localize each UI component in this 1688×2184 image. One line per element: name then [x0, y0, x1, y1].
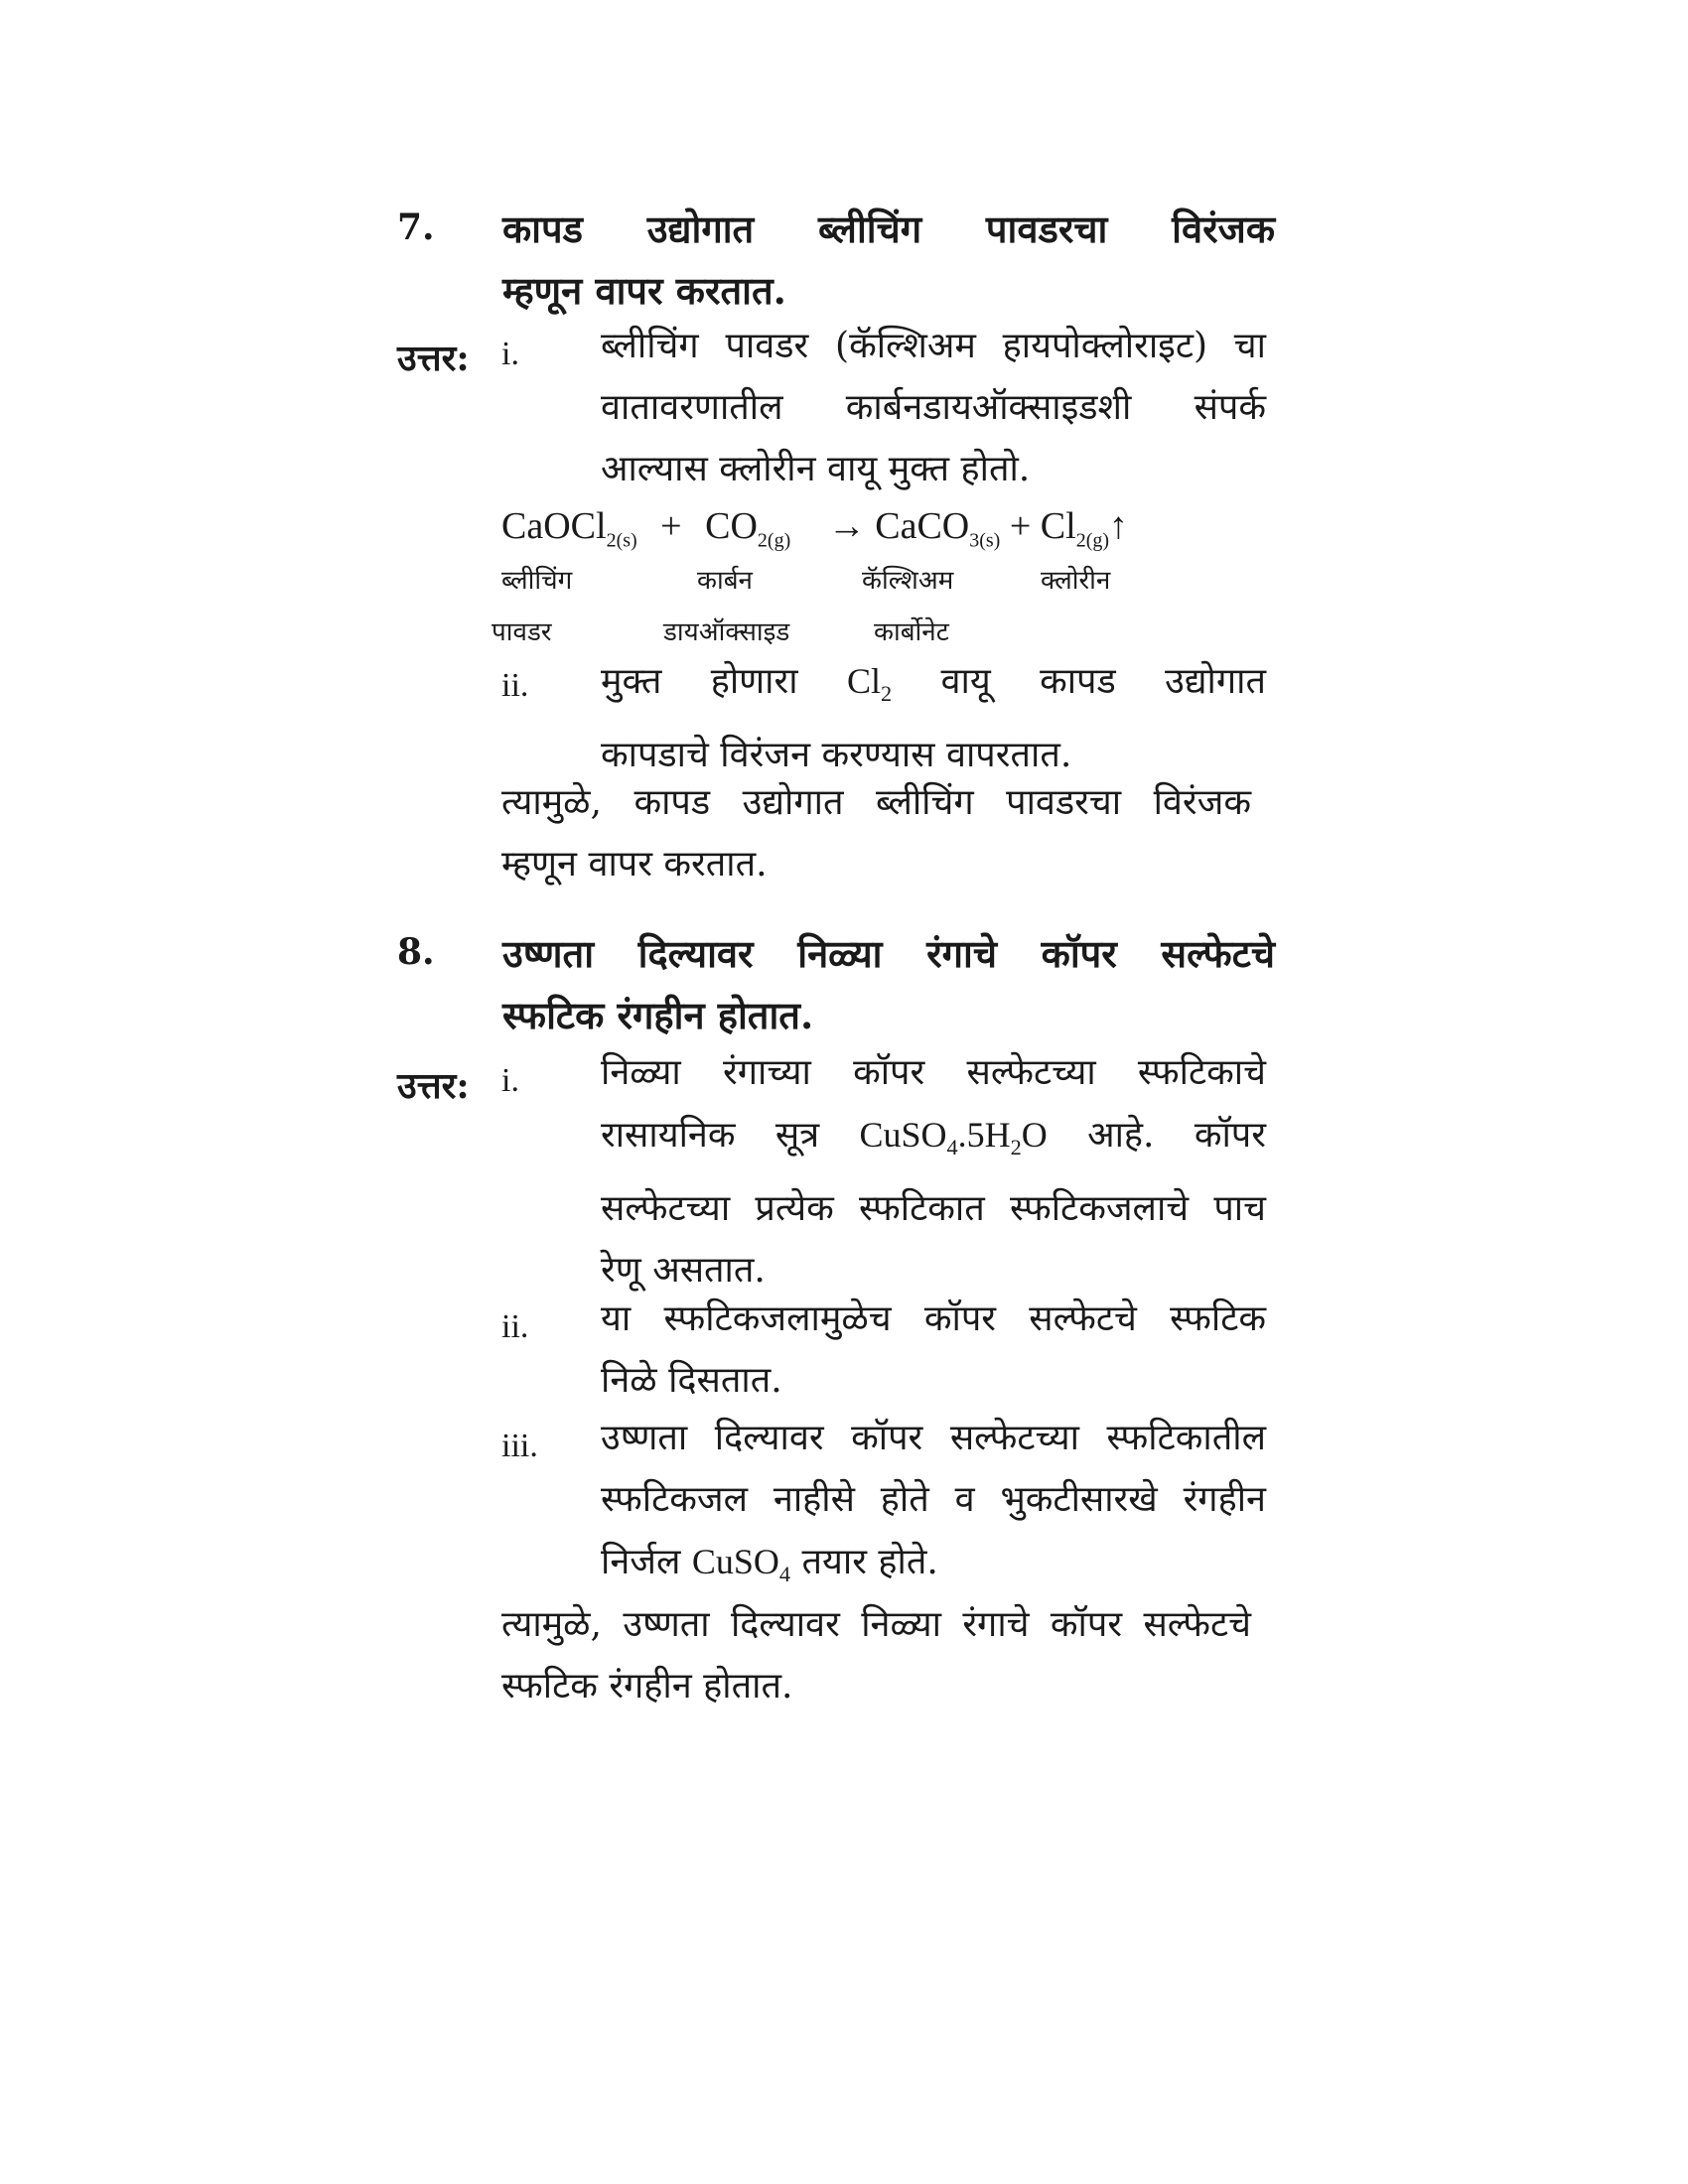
equation-label: पावडर — [492, 617, 552, 647]
conclusion-line: त्यामुळे, उष्णता दिल्यावर निळ्या रंगाचे कॉपर सल्फेटचे — [501, 1604, 1251, 1645]
answer-point — [601, 316, 1266, 500]
point-line: ब्लीचिंग पावडर (कॅल्शिअम हायपोक्लोराइट) चा — [601, 326, 1266, 366]
formula-subscript: 2(g) — [1075, 529, 1110, 552]
answer-point — [601, 1042, 1266, 1301]
equation-label: कार्बन — [697, 566, 753, 596]
point-line: स्फटिकजल नाहीसे होते व भुकटीसारखे रंगहीन — [601, 1479, 1266, 1520]
point-number: i. — [501, 1062, 519, 1099]
equation-label: ब्लीचिंग — [501, 566, 573, 596]
point-line: रेणू असतात. — [601, 1250, 766, 1292]
point-line: निळ्या रंगाच्या कॉपर सल्फेटच्या स्फटिकाचे — [601, 1052, 1266, 1093]
plus-sign: + — [1009, 505, 1032, 547]
point-line: वातावरणातील कार्बनडायऑक्साइडशी संपर्क — [601, 387, 1266, 428]
question-text — [502, 199, 1275, 322]
point-line: या स्फटिकजलामुळेच कॉपर सल्फेटचे स्फटिक — [601, 1298, 1266, 1339]
conclusion-line: म्हणून वापर करतात. — [501, 844, 768, 885]
plus-sign: + — [660, 505, 682, 547]
point-line: निळे दिसतात. — [601, 1360, 782, 1401]
formula-subscript: 2(g) — [757, 529, 791, 552]
point-line: उष्णता दिल्यावर कॉपर सल्फेटच्या स्फटिकातील — [601, 1418, 1266, 1458]
conclusion-line: त्यामुळे, कापड उद्योगात ब्लीचिंग पावडरचा विरंजक — [501, 782, 1251, 823]
equation-label: डायऑक्साइड — [663, 617, 790, 647]
equation-label: कार्बोनेट — [874, 617, 949, 647]
formula-subscript: 2(s) — [606, 529, 637, 552]
answer-conclusion — [501, 772, 1251, 895]
point-line: आल्यास क्लोरीन वायू मुक्त होतो. — [601, 449, 1031, 489]
question-text — [502, 923, 1275, 1046]
equation-label: कॅल्शिअम — [862, 566, 954, 596]
point-line: निर्जल CuSO$_4$ तयार होते. — [601, 1542, 938, 1587]
question-number: 8. — [397, 931, 435, 973]
point-number: iii. — [501, 1428, 538, 1464]
point-number: ii. — [501, 667, 529, 704]
formula: CaOCl — [501, 505, 607, 547]
answer-point — [601, 1289, 1266, 1412]
conclusion-line: स्फटिक रंगहीन होतात. — [501, 1666, 793, 1706]
question-line: कापड उद्योगात ब्लीचिंग पावडरचा विरंजक — [502, 206, 1275, 251]
formula: CO — [705, 505, 758, 547]
formula: Cl — [1040, 505, 1076, 547]
gas-evolved-arrow: ↑ — [1109, 505, 1129, 547]
point-number: ii. — [501, 1308, 529, 1345]
answer-point — [601, 1408, 1266, 1605]
answer-label: उत्तर: — [397, 1065, 470, 1107]
point-number: i. — [501, 336, 519, 372]
question-line: म्हणून वापर करतात. — [502, 268, 786, 313]
question-number: 7. — [397, 206, 435, 248]
point-line: कापडाचे विरंजन करण्यास वापरतात. — [601, 735, 1072, 776]
equation-label: क्लोरीन — [1041, 566, 1111, 596]
point-line: मुक्त होणारा $Cl_2$ वायू कापड उद्योगात — [601, 661, 1266, 707]
point-line: रासायनिक सूत्र $CuSO_4.5H_2O$ आहे. कॉपर — [601, 1115, 1266, 1160]
question-line: उष्णता दिल्यावर निळ्या रंगाचे कॉपर सल्फेटचे — [502, 931, 1275, 976]
formula: CaCO — [875, 505, 970, 547]
point-line: सल्फेटच्या प्रत्येक स्फटिकात स्फटिकजलाचे पाच — [601, 1188, 1266, 1230]
formula-subscript: 3(s) — [969, 529, 1001, 552]
answer-label: उत्तर: — [397, 338, 470, 379]
answer-conclusion — [501, 1594, 1251, 1717]
reaction-arrow: → — [827, 505, 866, 547]
chemical-equation — [501, 504, 1128, 553]
answer-point — [601, 650, 1266, 786]
question-line: स्फटिक रंगहीन होतात. — [502, 993, 814, 1037]
